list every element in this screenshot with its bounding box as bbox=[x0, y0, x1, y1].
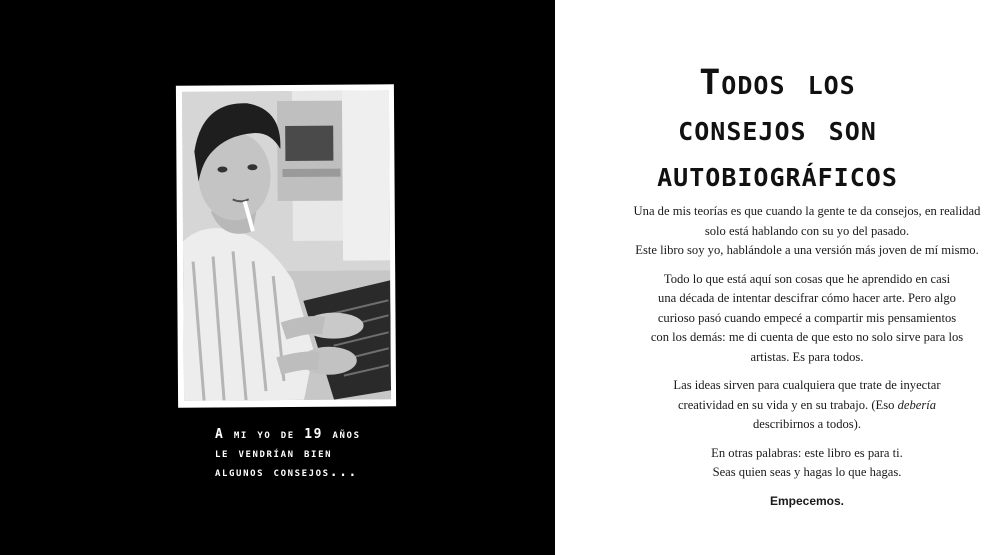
caption-line: algunos consejos... bbox=[215, 465, 358, 480]
caption-line: le vendrían bien bbox=[215, 446, 333, 461]
text-line: describirnos a todos). bbox=[752, 417, 862, 431]
title-line: autobiográficos bbox=[657, 155, 898, 195]
closing-line: Empecemos. bbox=[769, 493, 845, 508]
author-photo bbox=[182, 90, 391, 400]
right-page bbox=[555, 0, 1000, 555]
photo-illustration bbox=[182, 90, 391, 400]
title-line: consejos son bbox=[678, 109, 877, 149]
text-line: Una de mis teorías es que cuando la gente te da consejos, en realidad bbox=[633, 204, 981, 218]
text-line: una década de intentar descifrar cómo hacer arte. Pero algo bbox=[658, 291, 956, 305]
text-line: con los demás: me di cuenta de que esto no solo sirve para los bbox=[650, 330, 964, 344]
chapter-title bbox=[555, 60, 1000, 198]
emphasis-word: debería bbox=[897, 397, 937, 412]
title-line: Todos los bbox=[699, 63, 856, 103]
paragraph-2 bbox=[619, 270, 995, 368]
body-text bbox=[619, 202, 995, 520]
text-line: Las ideas sirven para cualquiera que trate de inyectar bbox=[673, 378, 941, 392]
text-line: solo está hablando con su yo del pasado. bbox=[704, 223, 910, 238]
text-line: curioso pasó cuando empecé a compartir mis pensamientos bbox=[657, 310, 957, 325]
photo-frame bbox=[176, 84, 396, 408]
caption-line: A mi yo de 19 años bbox=[215, 427, 361, 442]
paragraph-4 bbox=[619, 444, 995, 483]
photo-caption bbox=[215, 425, 405, 482]
text-line bbox=[619, 396, 995, 416]
text-line: Seas quien seas y hagas lo que hagas. bbox=[712, 465, 902, 479]
text-line: Este libro soy yo, hablándole a una versión más joven de mí mismo. bbox=[635, 243, 979, 257]
text-line: artistas. Es para todos. bbox=[750, 349, 864, 364]
text-line: Todo lo que está aquí son cosas que he aprendido en casi bbox=[663, 271, 951, 286]
paragraph-3 bbox=[619, 376, 995, 435]
text-segment: creatividad en su vida y en su trabajo. (Eso bbox=[677, 397, 898, 412]
text-line: En otras palabras: este libro es para ti. bbox=[711, 445, 903, 460]
paragraph-1 bbox=[619, 202, 995, 261]
